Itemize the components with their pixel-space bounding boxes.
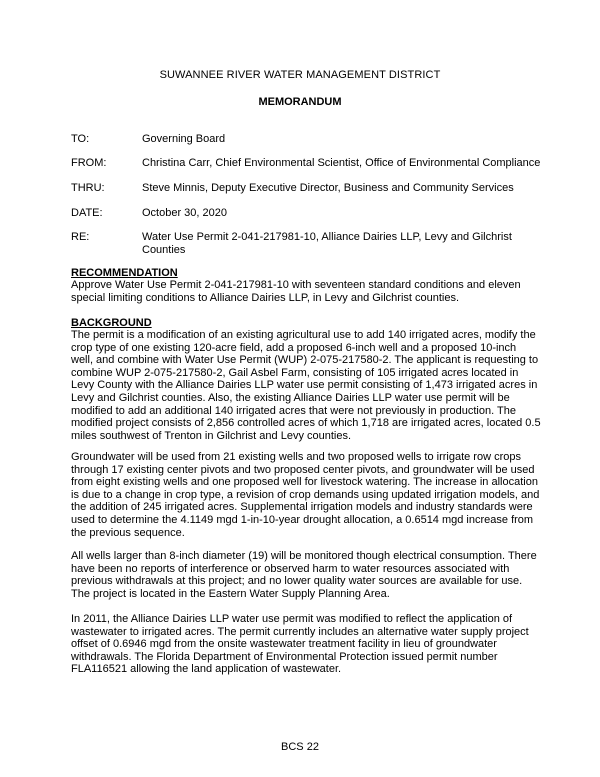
- organization-name: SUWANNEE RIVER WATER MANAGEMENT DISTRICT: [159, 69, 441, 81]
- memo-field-label: FROM:: [71, 157, 107, 169]
- memo-field-label: TO:: [71, 133, 90, 145]
- background-heading: BACKGROUND: [71, 317, 152, 329]
- page-number: BCS 22: [281, 741, 319, 753]
- memo-field-label: THRU:: [71, 182, 105, 194]
- memo-field-value: Water Use Permit 2-041-217981-10, Alliance Dairies LLP, Levy and Gilchrist Counties: [142, 231, 512, 256]
- recommendation-heading: RECOMMENDATION: [71, 267, 178, 279]
- background-section: [71, 317, 541, 442]
- background-paragraph-3: All wells larger than 8-inch diameter (19) will be monitored though electrical consumption. There have been no reports of interference or observed harm to water resources associated with previous withdrawals at this project; and no lower quality water sources are available for use. The project is located in the Eastern Water Supply Planning Area.: [71, 550, 537, 600]
- memo-field-label: DATE:: [71, 207, 103, 219]
- recommendation-text: Approve Water Use Permit 2-041-217981-10 with seventeen standard conditions and eleven special limiting conditions to Alliance Dairies LLP, in Levy and Gilchrist counties.: [71, 279, 521, 304]
- memo-field-value: October 30, 2020: [142, 207, 228, 219]
- memo-field-label: RE:: [71, 231, 90, 243]
- background-paragraph-2: Groundwater will be used from 21 existing wells and two proposed wells to irrigate row crops through 17 existing center pivots and two proposed center pivots, and groundwater will be used from eight existing wells and one proposed well for livestock watering. The increase in allocation is due to a change in crop type, a revision of crop demands using updated irrigation models, and the addition of 245 irrigated acres. Supplemental irrigation models and industry standards were used to determine the 4.1149 mgd 1-in-10-year drought allocation, a 0.6514 mgd increase from the previous sequence.: [71, 451, 540, 539]
- background-paragraph-1: The permit is a modification of an existing agricultural use to add 140 irrigated acres, modify the crop type of one existing 120-acre field, add a proposed 6-inch well and a proposed 10-inch well, and combine with Water Use Permit (WUP) 2-075-217580-2. The applicant is requesting to combine WUP 2-075-217580-2, Gail Asbel Farm, consisting of 105 irrigated acres located in Levy County with the Alliance Dairies LLP water use permit consisting of 1,473 irrigated acres in Levy and Gilchrist counties. Also, the existing Alliance Dairies LLP water use permit will be modified to add an additional 140 irrigated acres that were not previously in production. The modified project consists of 2,856 controlled acres of which 1,718 are irrigated acres, located 0.5 miles southwest of Trenton in Gilchrist and Levy counties.: [71, 329, 541, 442]
- memo-field-value: Christina Carr, Chief Environmental Scientist, Office of Environmental Compliance: [142, 157, 541, 169]
- memo-title: MEMORANDUM: [258, 96, 342, 108]
- background-paragraph-4: In 2011, the Alliance Dairies LLP water use permit was modified to reflect the application of wastewater to irrigated acres. The permit currently includes an alternative water supply project offset of 0.6946 mgd from the onsite wastewater treatment facility in lieu of groundwater withdrawals. The Florida Department of Environmental Protection issued permit number FLA116521 allowing the land application of wastewater.: [71, 613, 529, 676]
- memo-field-value: Steve Minnis, Deputy Executive Director, Business and Community Services: [142, 182, 514, 194]
- memo-field-value: Governing Board: [142, 133, 226, 145]
- recommendation-section: [71, 267, 541, 304]
